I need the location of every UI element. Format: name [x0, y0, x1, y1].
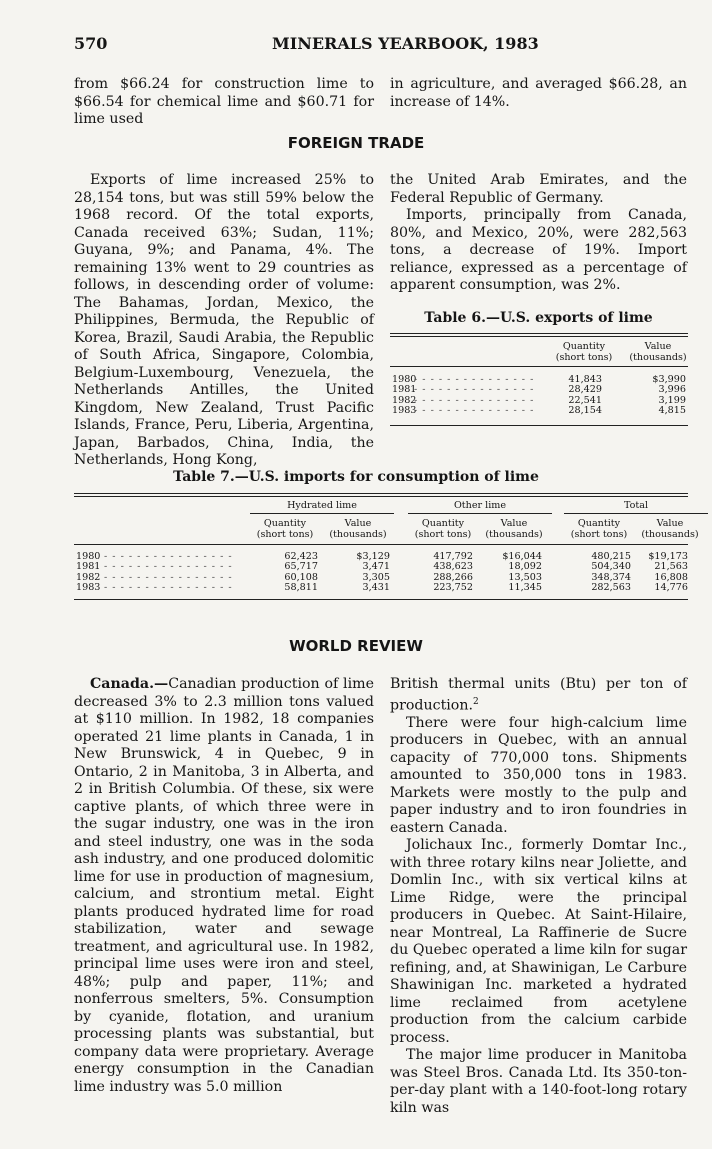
foreign-trade-left: Exports of lime increased 25% to 28,154 tons, but was still 59% below the 1968 record. Of the total exports, Canada received 63%; Sudan, 11%; Guyana, 9%; and Panama, 4%. The remaining 13% went to 29 countries as follows, in descending order of volume: The Bahamas, Jordan, Mexico, the Philippines, Bermuda, the Republic of Korea, Brazil, Saudi Arabia, the Republic of South Africa, Singapore, Colombia, Belgium-Luxembourg, Venezuela, the Netherlands Antilles, the United Kingdom, New Zealand, Trust Pacific Islands, France, Peru, Liberia, Argentina, Japan, Barbados, China, India, the Netherlands, Hong Kong,	[74, 172, 374, 468]
table7-cell: 3,305	[362, 571, 390, 583]
table7-col-label: Value	[656, 518, 684, 529]
table6-year: 1983	[392, 405, 417, 417]
table7-cell: 504,340	[591, 561, 631, 573]
table6-quantity: 28,429	[568, 384, 602, 396]
table7-col-quantity	[404, 518, 482, 540]
table7-group-header: Hydrated lime	[287, 500, 357, 511]
table7-col-quantity	[246, 518, 324, 540]
table7-cell: 480,215	[591, 551, 631, 562]
table7-cell: 21,563	[654, 561, 688, 573]
table7-group-header: Total	[623, 500, 649, 511]
table7-col-value	[324, 518, 392, 540]
table6-col-quantity: Quantity (short tons)	[555, 341, 613, 363]
table6-year: 1980	[392, 374, 417, 385]
table7-leader: - - - - - - - - - - - - - - - -	[104, 551, 233, 562]
top-left-text: from $66.24 for construction lime to $66.54 for chemical lime and $60.71 for lime used	[74, 76, 374, 127]
table7-leader: - - - - - - - - - - - - - - - -	[104, 571, 233, 583]
table7-cell: 223,752	[433, 582, 473, 594]
table7-col-unit: (short tons)	[570, 529, 628, 540]
table7-year: 1980	[76, 551, 101, 562]
table7-col-label: Quantity	[421, 518, 465, 529]
table6-value: 4,815	[658, 405, 686, 417]
table6-value: 3,199	[658, 394, 686, 406]
table7-cell: 58,811	[284, 582, 318, 594]
table7-cell: $16,044	[502, 551, 542, 562]
table7-cell: 282,563	[591, 582, 631, 594]
table7-cell: 16,808	[654, 571, 688, 583]
table7-col-value	[636, 518, 704, 540]
table7-group-rule	[408, 513, 552, 514]
foreign-trade-right: the United Arab Emirates, and the Federal Republic of Germany. Imports, principally from Canada, 80%, and Mexico, 20%, were 282,563 tons, a decrease of 19%. Import reliance, expressed as a percentage of apparent consumption, was 2%.	[390, 172, 687, 293]
table7-cell: 14,776	[654, 582, 688, 594]
world-review-heading: WORLD REVIEW	[289, 637, 423, 655]
table7-cell: 62,423	[284, 551, 318, 562]
table7-cell: 438,623	[433, 561, 473, 573]
table7-col-unit: (short tons)	[256, 529, 314, 540]
top-right-text: in agriculture, and averaged $66.28, an increase of 14%.	[390, 76, 687, 110]
footnote-mark: 2	[473, 696, 479, 707]
world-review-left: Canada.—Canadian production of lime decreased 3% to 2.3 million tons valued at $110 million. In 1982, 18 companies operated 21 lime plants in Canada, 1 in New Brunswick, 4 in Quebec, 9 in Ontario, 2 in Manitoba, 3 in Alberta, and 2 in British Columbia. Of these, six were captive plants, of which three were in the sugar industry, one was in the iron and steel industry, one was in the soda ash industry, and one produced dolomitic lime for use in production of magnesium, calcium, and strontium metal. Eight plants produced hydrated lime for road stabilization, water and sewage treatment, and agricultural use. In 1982, principal lime uses were iron and steel, 48%; pulp and paper, 11%; and nonferrous smelters, 5%. Consumption by cyanide, flotation, and uranium processing plants was substantial, but company data were proprietary. Average energy consumption in the Canadian lime industry was 5.0 million	[74, 676, 374, 1095]
table7-col-label: Quantity	[577, 518, 621, 529]
foreign-trade-heading: FOREIGN TRADE	[287, 134, 425, 152]
table7-col-unit: (thousands)	[329, 529, 387, 540]
table7-cell: $19,173	[648, 551, 688, 562]
table7-cell: 60,108	[284, 571, 318, 583]
table7-year: 1983	[76, 582, 101, 594]
table7-col-label: Value	[500, 518, 528, 529]
table7-cell: 13,503	[508, 571, 542, 583]
table7-col-label: Value	[344, 518, 372, 529]
table6-leader: - - - - - - - - - - - - - - -	[414, 374, 535, 385]
table6-title: Table 6.—U.S. exports of lime	[424, 310, 653, 326]
running-title: MINERALS YEARBOOK, 1983	[272, 34, 539, 53]
table6-col-value: Value (thousands)	[629, 341, 687, 363]
table7-col-unit: (thousands)	[641, 529, 699, 540]
table7-cell: 417,792	[433, 551, 473, 562]
table6-year: 1982	[392, 394, 417, 406]
world-review-right: British thermal units (Btu) per ton of production.$^2$ There were four high-calcium lime producers in Quebec, with an annual capacity of 770,000 tons. Shipments amounted to 350,000 tons in 1983. Markets were mostly to the pulp and paper industry and to iron foundries in eastern Canada. Jolichaux Inc., formerly Domtar Inc., with three rotary kilns near Joliette, and Domlin Inc., with six vertical kilns at Lime Ridge, were the principal producers in Quebec. At Saint-Hilaire, near Montreal, La Raffinerie de Sucre du Quebec operated a lime kiln for sugar refining, and, at Shawinigan, Le Carbure Shawinigan Inc. marketed a hydrated lime reclaimed from acetylene production from the calcium carbide process. The major lime producer in Manitoba was Steel Bros. Canada Ltd. Its 350-ton-per-day plant with a 140-foot-long rotary kiln was	[390, 676, 687, 1116]
table7-col-label: Quantity	[263, 518, 307, 529]
page-number: 570	[74, 34, 108, 53]
table6-value: 3,996	[658, 384, 686, 396]
table6-quantity: 22,541	[568, 394, 602, 406]
table7-group-rule	[250, 513, 394, 514]
table6-leader: - - - - - - - - - - - - - - -	[414, 394, 535, 406]
table7-cell: $3,129	[356, 551, 390, 562]
table7-leader: - - - - - - - - - - - - - - - -	[104, 582, 233, 594]
table7-group-header: Other lime	[453, 500, 507, 511]
table6-quantity: 28,154	[568, 405, 602, 417]
table7-title: Table 7.—U.S. imports for consumption of lime	[173, 469, 539, 485]
table6-leader: - - - - - - - - - - - - - - -	[414, 405, 535, 417]
table7-col-value	[480, 518, 548, 540]
table7-cell: 18,092	[508, 561, 542, 573]
table7-cell: 3,471	[362, 561, 390, 573]
table7-col-quantity	[560, 518, 638, 540]
table7-year: 1982	[76, 571, 101, 583]
table6-quantity: 41,843	[568, 374, 602, 385]
table7-cell: 348,374	[591, 571, 631, 583]
table7-col-unit: (thousands)	[485, 529, 543, 540]
table7-col-unit: (short tons)	[414, 529, 472, 540]
table7-year: 1981	[76, 561, 101, 573]
table7-cell: 65,717	[284, 561, 318, 573]
table6-year: 1981	[392, 384, 417, 396]
table7-cell: 288,266	[433, 571, 473, 583]
table6-leader: - - - - - - - - - - - - - - -	[414, 384, 535, 396]
table7-leader: - - - - - - - - - - - - - - - -	[104, 561, 233, 573]
table7-group-rule	[564, 513, 708, 514]
canada-lead: Canada.—	[90, 676, 169, 692]
table7-cell: 3,431	[362, 582, 390, 594]
table6-value: $3,990	[652, 374, 686, 385]
table7-cell: 11,345	[508, 582, 542, 594]
